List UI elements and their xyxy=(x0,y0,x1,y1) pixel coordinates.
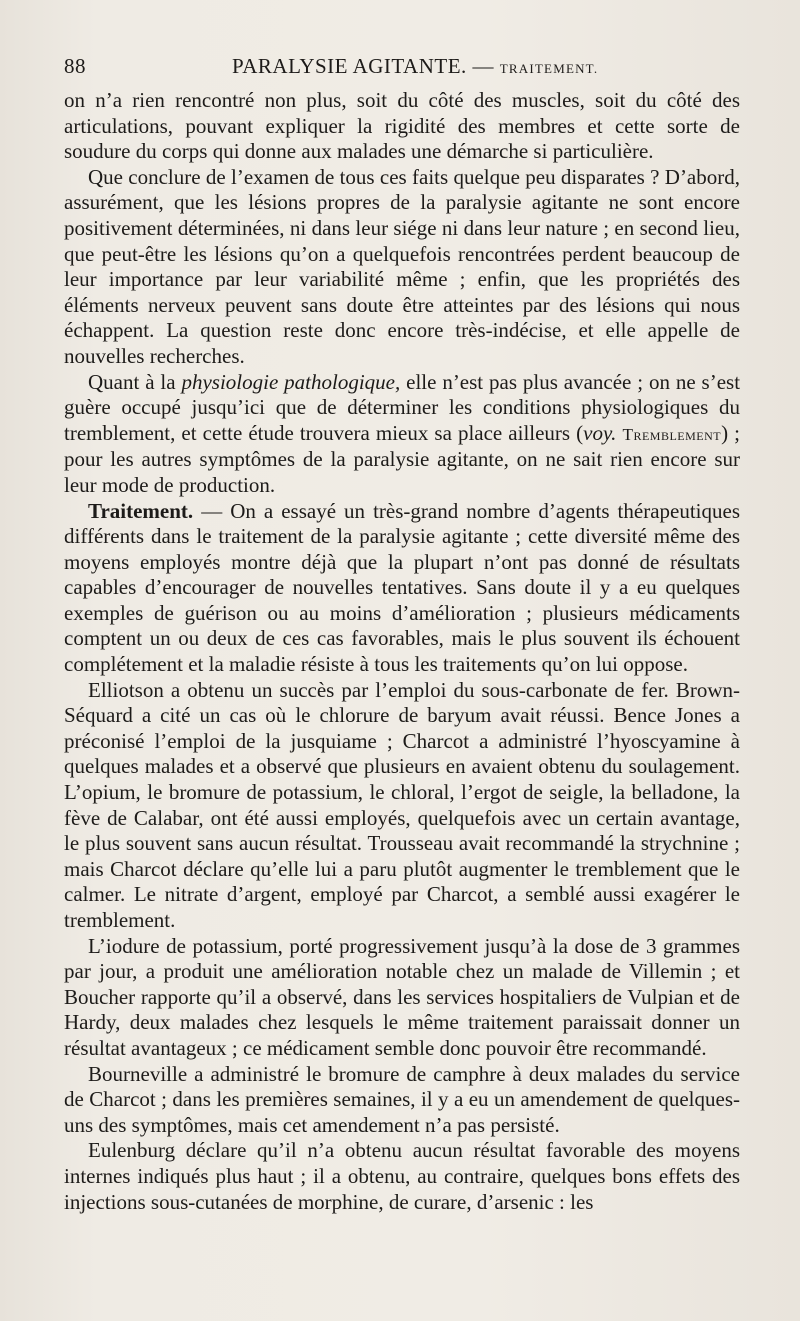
paragraph-continued: on n’a rien rencontré non plus, soit du côté des muscles, soit du côté des articulations, pouvant expliquer la rigidité des membres et cette sorte de soudure du corps qui donne aux malades une démarche si particulière. xyxy=(64,88,740,164)
body-text xyxy=(64,88,740,1215)
term-physiologie-pathologique: physiologie pathologique, xyxy=(181,369,401,394)
text-span: — On a essayé un très-grand nombre d’agents thérapeutiques différents dans le traitement de la paralysie agitante ; cette diversité même des moyens employés montre déjà que la plupart n’ont pas donné de résultats capables d’encourager de nouvelles tentatives. Sans doute il y a eu quelques exemples de guérison ou au moins d’amélioration ; plusieurs médicaments comptent un ou deux de ces cas favorables, mais le plus souvent ils échouent complétement et la maladie résiste à tous les traitements qu’on lui oppose. xyxy=(64,498,741,677)
paragraph-treatment xyxy=(64,499,740,678)
cross-reference-tremblement: Tremblement xyxy=(622,424,722,444)
page-number: 88 xyxy=(64,54,86,78)
running-title xyxy=(232,54,598,79)
text-span: ) ; pour les autres symptômes de la paralysie agitante, on ne sait rien encore sur leur mode de production. xyxy=(64,420,741,497)
paragraph-physiology xyxy=(64,370,740,499)
paragraph-eulenburg: Eulenburg déclare qu’il n’a obtenu aucun résultat favorable des moyens internes indiqués plus haut ; il a obtenu, au contraire, quelques bons effets des injections sous-cutanées de morphine, de curare, d’arsenic : les xyxy=(64,1138,740,1214)
running-header xyxy=(64,54,740,84)
paragraph-iodure: L’iodure de potassium, porté progressivement jusqu’à la dose de 3 grammes par jour, a produit une amélioration notable chez un malade de Villemin ; et Boucher rapporte qu’il a observé, dans les services hospitaliers de Vulpian et de Hardy, deux malades chez lesquels le même traitement paraissait donner un résultat avantageux ; ce médicament semble donc pouvoir être recommandé. xyxy=(64,933,740,1060)
paragraph-conclusion: Que conclure de l’examen de tous ces faits quelque peu disparates ? D’abord, assurément, que les lésions propres de la paralysie agitante ne sont encore positivement déterminées, ni dans leur siége ni dans leur nature ; en second lieu, que peut-être les lésions qu’on a quelquefois rencontrées perdent beaucoup de leur importance par leur variabilité même ; enfin, que les propriétés des éléments nerveux peuvent sans doute être atteintes par des lésions qui nous échappent. La question reste donc encore très-indécise, et elle appelle de nouvelles recherches. xyxy=(64,164,740,368)
paragraph-elliotson: Elliotson a obtenu un succès par l’emploi du sous-carbonate de fer. Brown-Séquard a cité un cas où le chlorure de baryum avait réussi. Bence Jones a préconisé l’emploi de la jusquiame ; Charcot a administré l’hyoscyamine à quelques malades et a observé que plusieurs en avaient obtenu du soulagement. L’opium, le bromure de potassium, le chloral, l’ergot de seigle, la belladone, la fève de Calabar, ont été aussi employés, quelquefois avec un certain avantage, le plus souvent sans aucun résultat. Trousseau avait recommandé la strychnine ; mais Charcot déclare qu’elle lui a paru plutôt augmenter le tremblement que le calmer. Le nitrate d’argent, employé par Charcot, a semblé aussi exagérer le tremblement. xyxy=(64,677,740,932)
running-title-section: TRAITEMENT. xyxy=(499,61,599,76)
section-heading-traitement: Traitement. xyxy=(88,498,194,523)
ref-voy: voy. xyxy=(583,420,617,445)
text-span: elle n’est pas plus avancée ; on ne s’est guère occupé jusqu’ici que de déterminer les conditions physiologiques du tremblement, et cette étude trouvera mieux sa place ailleurs ( xyxy=(64,369,741,445)
text-span: Quant à la xyxy=(88,369,176,394)
paragraph-bourneville: Bourneville a administré le bromure de camphre à deux malades du service de Charcot ; dans les premières semaines, il y a eu un amendement de quelques-uns des symptômes, mais cet amendement n’a pas persisté. xyxy=(64,1061,740,1137)
running-title-main: PARALYSIE AGITANTE. — xyxy=(232,54,495,78)
